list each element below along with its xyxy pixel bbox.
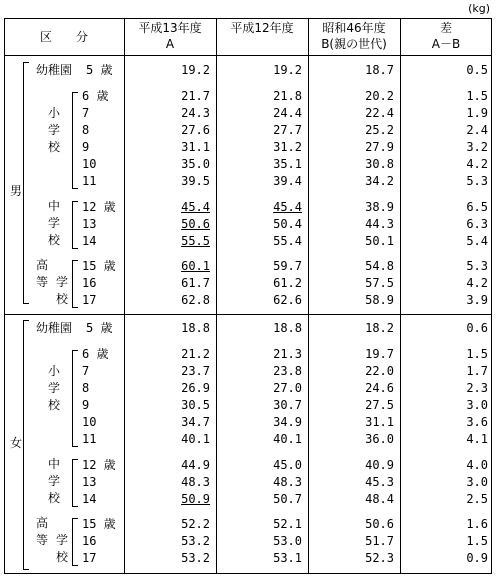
male-age-label: 6 歳 bbox=[82, 89, 109, 103]
male-cell-a: 55.5 bbox=[181, 234, 210, 248]
male-label: 男 bbox=[10, 184, 23, 198]
male-cell-diff: 6.5 bbox=[466, 200, 488, 214]
female-age-label: 14 bbox=[82, 492, 97, 506]
female-cell-s46: 45.3 bbox=[365, 475, 394, 489]
male-cell-p12: 31.2 bbox=[273, 140, 302, 154]
female-cell-a: 53.2 bbox=[181, 551, 210, 565]
female-cell-a: 23.7 bbox=[181, 364, 210, 378]
male-cell-a: 24.3 bbox=[181, 106, 210, 120]
female-cell-p12: 52.1 bbox=[273, 517, 302, 531]
male-age-label: 13 bbox=[82, 217, 97, 231]
header-category: 区 分 bbox=[39, 30, 88, 44]
female-cell-p12: 53.1 bbox=[273, 551, 302, 565]
male-junior-char: 中 bbox=[48, 199, 61, 213]
female-high-char: 高 bbox=[36, 516, 49, 530]
header-col1-line2: A bbox=[165, 37, 175, 51]
male-cell-s46: 38.9 bbox=[365, 200, 394, 214]
female-cell-diff: 2.5 bbox=[466, 492, 488, 506]
male-cell-s46: 34.2 bbox=[365, 174, 394, 188]
female-age-label: 5 歳 bbox=[86, 321, 113, 335]
female-cell-a: 50.9 bbox=[181, 492, 210, 506]
male-cell-p12: 62.6 bbox=[273, 293, 302, 307]
female-age-label: 10 bbox=[82, 415, 97, 429]
male-cell-p12: 55.4 bbox=[273, 234, 302, 248]
male-cell-a: 45.4 bbox=[181, 200, 210, 214]
female-cell-p12: 40.1 bbox=[273, 432, 302, 446]
male-cell-p12: 35.1 bbox=[273, 157, 302, 171]
female-cell-diff: 0.9 bbox=[466, 551, 488, 565]
male-cell-diff: 5.3 bbox=[466, 259, 488, 273]
female-label: 女 bbox=[10, 436, 23, 450]
col-divider-4 bbox=[400, 18, 401, 574]
header-col1-line1: 平成13年度 bbox=[138, 21, 202, 35]
female-cell-diff: 1.6 bbox=[466, 517, 488, 531]
female-cell-p12: 53.0 bbox=[273, 534, 302, 548]
male-cell-a: 60.1 bbox=[181, 259, 210, 273]
female-cell-a: 21.2 bbox=[181, 347, 210, 361]
female-age-label: 12 歳 bbox=[82, 458, 116, 472]
male-cell-diff: 4.2 bbox=[466, 157, 488, 171]
male-cell-s46: 57.5 bbox=[365, 276, 394, 290]
female-cell-a: 40.1 bbox=[181, 432, 210, 446]
male-cell-p12: 19.2 bbox=[273, 63, 302, 77]
male-cell-a: 35.0 bbox=[181, 157, 210, 171]
male-age-label: 5 歳 bbox=[86, 63, 113, 77]
female-kindergarten-label: 幼稚園 bbox=[36, 321, 73, 335]
male-cell-diff: 1.5 bbox=[466, 89, 488, 103]
female-cell-s46: 48.4 bbox=[365, 492, 394, 506]
male-age-label: 12 歳 bbox=[82, 200, 116, 214]
female-junior-char: 学 bbox=[48, 474, 61, 488]
female-cell-s46: 52.3 bbox=[365, 551, 394, 565]
female-age-label: 7 bbox=[82, 364, 90, 378]
female-cell-diff: 2.3 bbox=[466, 381, 488, 395]
male-cell-p12: 61.2 bbox=[273, 276, 302, 290]
female-elementary-char: 学 bbox=[48, 381, 61, 395]
female-cell-a: 30.5 bbox=[181, 398, 210, 412]
male-cell-a: 27.6 bbox=[181, 123, 210, 137]
female-cell-a: 18.8 bbox=[181, 321, 210, 335]
female-cell-p12: 18.8 bbox=[273, 321, 302, 335]
female-cell-a: 26.9 bbox=[181, 381, 210, 395]
female-cell-a: 44.9 bbox=[181, 458, 210, 472]
male-cell-a: 21.7 bbox=[181, 89, 210, 103]
female-age-label: 13 bbox=[82, 475, 97, 489]
col-divider-1 bbox=[124, 18, 125, 574]
male-cell-diff: 3.2 bbox=[466, 140, 488, 154]
female-cell-s46: 22.0 bbox=[365, 364, 394, 378]
male-junior-char: 学 bbox=[48, 216, 61, 230]
female-cell-s46: 19.7 bbox=[365, 347, 394, 361]
male-cell-s46: 27.9 bbox=[365, 140, 394, 154]
female-cell-p12: 48.3 bbox=[273, 475, 302, 489]
male-cell-a: 39.5 bbox=[181, 174, 210, 188]
female-cell-s46: 31.1 bbox=[365, 415, 394, 429]
header-col2: 平成12年度 bbox=[230, 21, 294, 35]
female-cell-s46: 24.6 bbox=[365, 381, 394, 395]
male-junior-char: 校 bbox=[48, 233, 61, 247]
male-bracket bbox=[23, 62, 29, 304]
female-high-char: 等 bbox=[36, 533, 49, 547]
male-cell-s46: 22.4 bbox=[365, 106, 394, 120]
male-cell-a: 61.7 bbox=[181, 276, 210, 290]
male-high-char: 等 bbox=[36, 275, 49, 289]
male-cell-p12: 27.7 bbox=[273, 123, 302, 137]
male-high-char: 高 bbox=[36, 258, 49, 272]
female-age-label: 6 歳 bbox=[82, 347, 109, 361]
female-junior-bracket bbox=[72, 459, 78, 507]
male-cell-s46: 20.2 bbox=[365, 89, 394, 103]
female-junior-char: 校 bbox=[48, 491, 61, 505]
female-cell-diff: 4.0 bbox=[466, 458, 488, 472]
male-cell-diff: 5.3 bbox=[466, 174, 488, 188]
female-cell-diff: 1.5 bbox=[466, 347, 488, 361]
male-cell-diff: 2.4 bbox=[466, 123, 488, 137]
header-col4-line1: 差 bbox=[439, 21, 452, 35]
female-cell-s46: 51.7 bbox=[365, 534, 394, 548]
female-high-bracket bbox=[72, 518, 78, 566]
male-cell-diff: 1.9 bbox=[466, 106, 488, 120]
male-high-bracket bbox=[72, 260, 78, 308]
male-high-char: 校 bbox=[56, 292, 69, 306]
header-col3-line2: B(親の世代) bbox=[321, 37, 387, 51]
female-age-label: 15 歳 bbox=[82, 517, 116, 531]
male-elementary-char: 校 bbox=[48, 140, 61, 154]
female-cell-s46: 40.9 bbox=[365, 458, 394, 472]
male-cell-s46: 44.3 bbox=[365, 217, 394, 231]
male-age-label: 14 bbox=[82, 234, 97, 248]
female-cell-s46: 27.5 bbox=[365, 398, 394, 412]
female-cell-a: 53.2 bbox=[181, 534, 210, 548]
male-age-label: 7 bbox=[82, 106, 90, 120]
male-age-label: 16 bbox=[82, 276, 97, 290]
male-elementary-bracket bbox=[72, 92, 78, 189]
male-age-label: 10 bbox=[82, 157, 97, 171]
header-separator bbox=[4, 55, 492, 56]
male-age-label: 15 歳 bbox=[82, 259, 116, 273]
female-cell-p12: 23.8 bbox=[273, 364, 302, 378]
gender-separator bbox=[4, 314, 492, 315]
female-age-label: 16 bbox=[82, 534, 97, 548]
male-high-char: 学 bbox=[56, 275, 69, 289]
female-elementary-char: 小 bbox=[48, 364, 61, 378]
male-cell-p12: 45.4 bbox=[273, 200, 302, 214]
female-cell-diff: 4.1 bbox=[466, 432, 488, 446]
male-cell-s46: 58.9 bbox=[365, 293, 394, 307]
female-age-label: 17 bbox=[82, 551, 97, 565]
female-cell-diff: 3.0 bbox=[466, 398, 488, 412]
female-cell-a: 52.2 bbox=[181, 517, 210, 531]
col-divider-2 bbox=[216, 18, 217, 574]
male-cell-p12: 50.4 bbox=[273, 217, 302, 231]
col-divider-3 bbox=[308, 18, 309, 574]
female-cell-a: 34.7 bbox=[181, 415, 210, 429]
male-cell-a: 31.1 bbox=[181, 140, 210, 154]
male-elementary-char: 学 bbox=[48, 123, 61, 137]
male-cell-s46: 50.1 bbox=[365, 234, 394, 248]
male-cell-s46: 54.8 bbox=[365, 259, 394, 273]
male-age-label: 8 bbox=[82, 123, 90, 137]
male-cell-diff: 0.5 bbox=[466, 63, 488, 77]
male-cell-diff: 4.2 bbox=[466, 276, 488, 290]
male-age-label: 9 bbox=[82, 140, 90, 154]
male-cell-diff: 6.3 bbox=[466, 217, 488, 231]
male-cell-s46: 30.8 bbox=[365, 157, 394, 171]
female-cell-p12: 45.0 bbox=[273, 458, 302, 472]
female-junior-char: 中 bbox=[48, 457, 61, 471]
female-cell-diff: 3.6 bbox=[466, 415, 488, 429]
male-junior-bracket bbox=[72, 201, 78, 249]
male-cell-s46: 25.2 bbox=[365, 123, 394, 137]
female-bracket bbox=[23, 320, 29, 570]
male-cell-p12: 24.4 bbox=[273, 106, 302, 120]
female-cell-diff: 1.5 bbox=[466, 534, 488, 548]
female-age-label: 11 bbox=[82, 432, 97, 446]
female-cell-diff: 3.0 bbox=[466, 475, 488, 489]
female-cell-a: 48.3 bbox=[181, 475, 210, 489]
male-cell-a: 62.8 bbox=[181, 293, 210, 307]
male-age-label: 11 bbox=[82, 174, 97, 188]
male-cell-diff: 3.9 bbox=[466, 293, 488, 307]
header-col4-line2: A－B bbox=[431, 37, 461, 51]
female-cell-diff: 0.6 bbox=[466, 321, 488, 335]
female-cell-p12: 50.7 bbox=[273, 492, 302, 506]
male-elementary-char: 小 bbox=[48, 106, 61, 120]
male-age-label: 17 bbox=[82, 293, 97, 307]
female-cell-s46: 50.6 bbox=[365, 517, 394, 531]
female-elementary-bracket bbox=[72, 350, 78, 447]
female-cell-diff: 1.7 bbox=[466, 364, 488, 378]
female-age-label: 8 bbox=[82, 381, 90, 395]
male-cell-a: 19.2 bbox=[181, 63, 210, 77]
female-cell-p12: 27.0 bbox=[273, 381, 302, 395]
female-cell-p12: 21.3 bbox=[273, 347, 302, 361]
female-high-char: 学 bbox=[56, 533, 69, 547]
female-cell-p12: 30.7 bbox=[273, 398, 302, 412]
female-cell-s46: 36.0 bbox=[365, 432, 394, 446]
header-col3-line1: 昭和46年度 bbox=[322, 21, 386, 35]
unit-label: (kg) bbox=[468, 2, 490, 15]
female-high-char: 校 bbox=[56, 550, 69, 564]
male-cell-diff: 5.4 bbox=[466, 234, 488, 248]
female-age-label: 9 bbox=[82, 398, 90, 412]
female-cell-p12: 34.9 bbox=[273, 415, 302, 429]
male-cell-a: 50.6 bbox=[181, 217, 210, 231]
female-cell-s46: 18.2 bbox=[365, 321, 394, 335]
male-cell-p12: 59.7 bbox=[273, 259, 302, 273]
male-cell-s46: 18.7 bbox=[365, 63, 394, 77]
female-elementary-char: 校 bbox=[48, 398, 61, 412]
male-cell-p12: 21.8 bbox=[273, 89, 302, 103]
male-kindergarten-label: 幼稚園 bbox=[36, 63, 73, 77]
male-cell-p12: 39.4 bbox=[273, 174, 302, 188]
